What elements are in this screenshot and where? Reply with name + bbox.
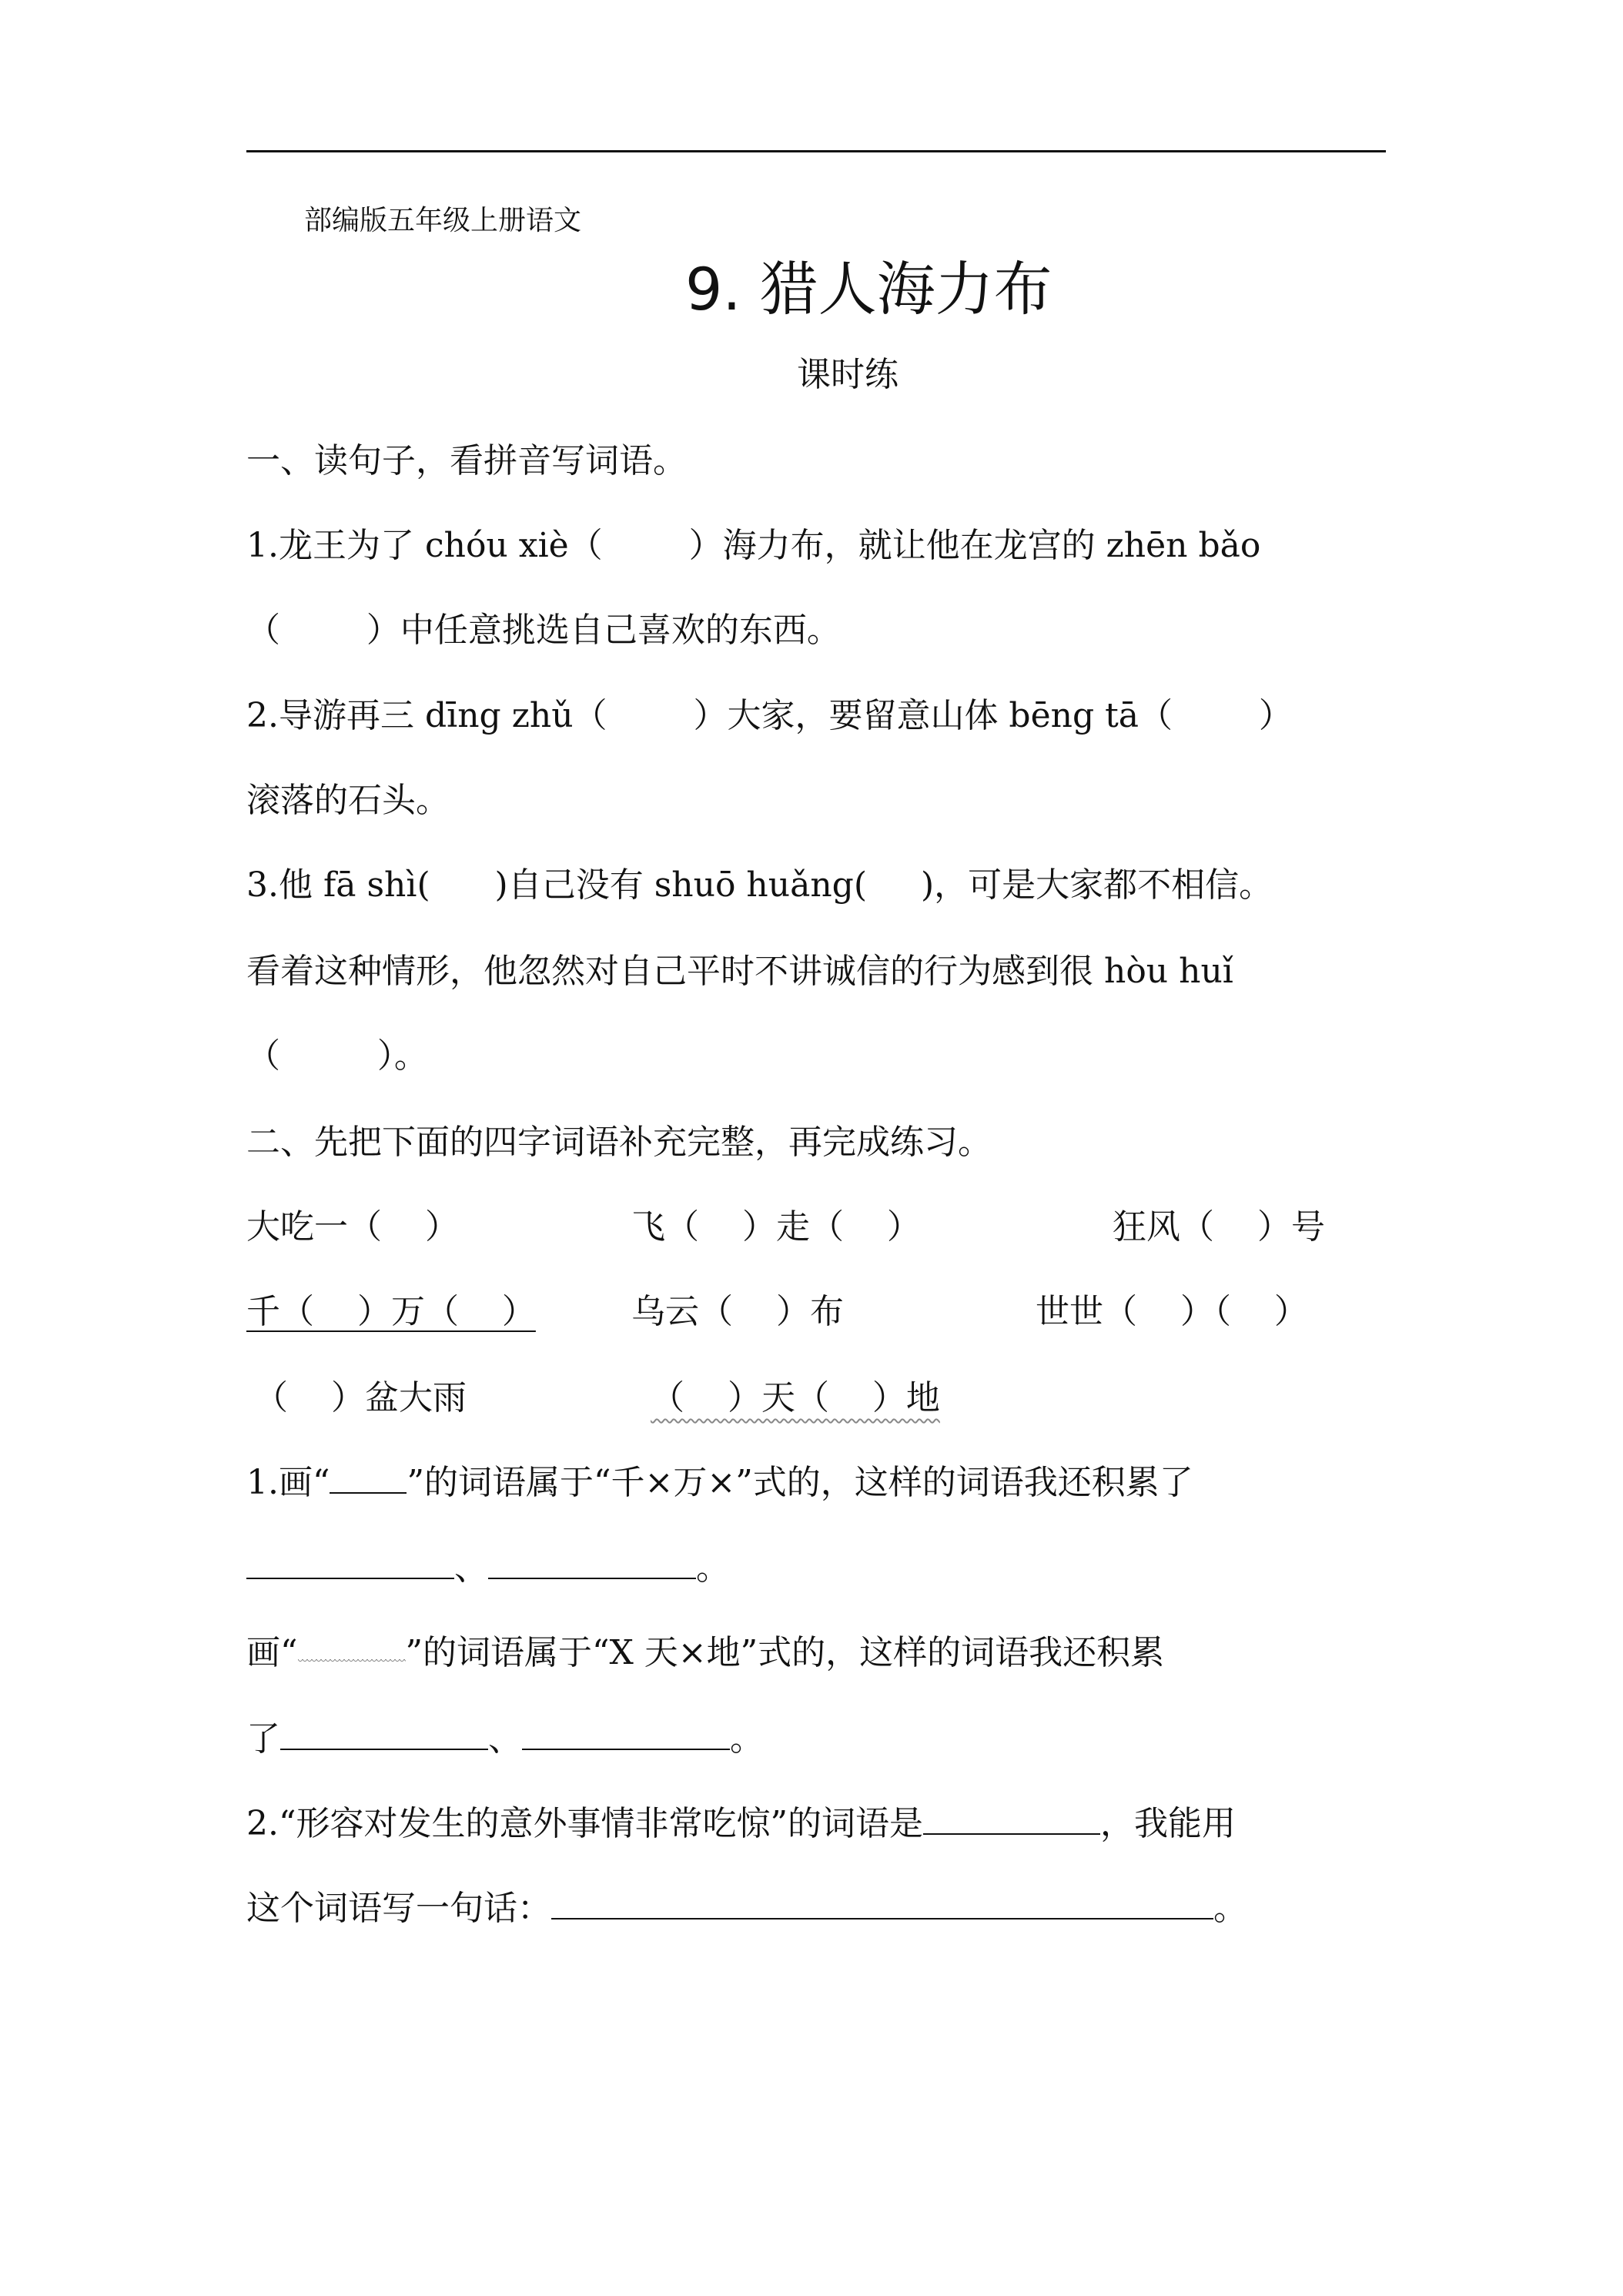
text: 。 <box>696 1548 730 1588</box>
s2-q2-line1 <box>246 1796 1236 1845</box>
answer-blank[interactable] <box>923 1802 1100 1835</box>
subject-label: 部编版五年级上册语文 <box>304 205 582 236</box>
word-5: 乌云（ ）布 <box>631 1292 844 1331</box>
answer-blank[interactable] <box>551 1887 1213 1919</box>
word-6: 世世（ ）（ ） <box>1036 1292 1308 1331</box>
answer-blank[interactable] <box>246 1547 454 1579</box>
text: 2.“形容对发生的意外事情非常吃惊”的词语是 <box>246 1804 923 1843</box>
s2-q1-line4 <box>246 1711 764 1760</box>
underline-sample <box>330 1461 407 1494</box>
s1-q3-line2: 看着这种情形，他忽然对自己平时不讲诚信的行为感到很 hòu huǐ <box>246 952 1233 991</box>
text: ”的词语属于“X 天×地”式的，这样的词语我还积累 <box>405 1633 1165 1672</box>
wavy-underline-sample <box>298 1633 406 1664</box>
answer-blank[interactable] <box>280 1718 488 1750</box>
word-4: 千（ ）万（ ） <box>246 1292 536 1331</box>
answer-blank[interactable] <box>522 1718 730 1750</box>
s1-q3-line1: 3.他 fā shì( )自己没有 shuō huǎng( )，可是大家都不相信。 <box>246 865 1273 905</box>
text: 了 <box>246 1719 280 1759</box>
page-subtitle: 课时练 <box>797 355 899 394</box>
text: 、 <box>488 1719 522 1759</box>
s1-q2-line1: 2.导游再三 dīng zhǔ（ ）大家，要留意山体 bēng tā（ ） <box>246 696 1293 735</box>
text: 这个词语写一句话： <box>246 1889 551 1928</box>
word-2: 飞（ ）走（ ） <box>631 1207 921 1247</box>
text: 。 <box>1213 1889 1247 1928</box>
word-1: 大吃一（ ） <box>246 1207 459 1247</box>
text: 1.画“ <box>246 1463 330 1502</box>
word-8: （ ）天（ ）地 <box>651 1378 940 1417</box>
top-rule <box>246 150 1386 152</box>
text: 画“ <box>246 1633 298 1672</box>
s2-q1-line2 <box>246 1540 730 1589</box>
section2-heading: 二、先把下面的四字词语补充完整，再完成练习。 <box>246 1123 992 1162</box>
page-title: 9. 猎人海力布 <box>685 255 1052 323</box>
text: ”的词语属于“千×万×”式的，这样的词语我还积累了 <box>407 1463 1193 1502</box>
text: 。 <box>730 1719 764 1759</box>
s1-q1-line1: 1.龙王为了 chóu xiè（ ）海力布，就让他在龙宫的 zhēn bǎo <box>246 526 1261 565</box>
word-3: 狂风（ ）号 <box>1113 1207 1325 1247</box>
s1-q2-line2: 滚落的石头。 <box>246 781 450 820</box>
s2-q1-line1 <box>246 1454 1193 1504</box>
word-7: （ ）盆大雨 <box>254 1378 467 1417</box>
text: 、 <box>454 1548 488 1588</box>
s2-q1-line3 <box>246 1625 1164 1674</box>
s1-q3-line3: （ ）。 <box>246 1036 428 1076</box>
answer-blank[interactable] <box>488 1547 696 1579</box>
section1-heading: 一、读句子，看拼音写词语。 <box>246 441 687 480</box>
s1-q1-line2: （ ）中任意挑选自己喜欢的东西。 <box>246 611 841 650</box>
s2-q2-line2 <box>246 1880 1247 1930</box>
text: ，我能用 <box>1099 1804 1236 1843</box>
